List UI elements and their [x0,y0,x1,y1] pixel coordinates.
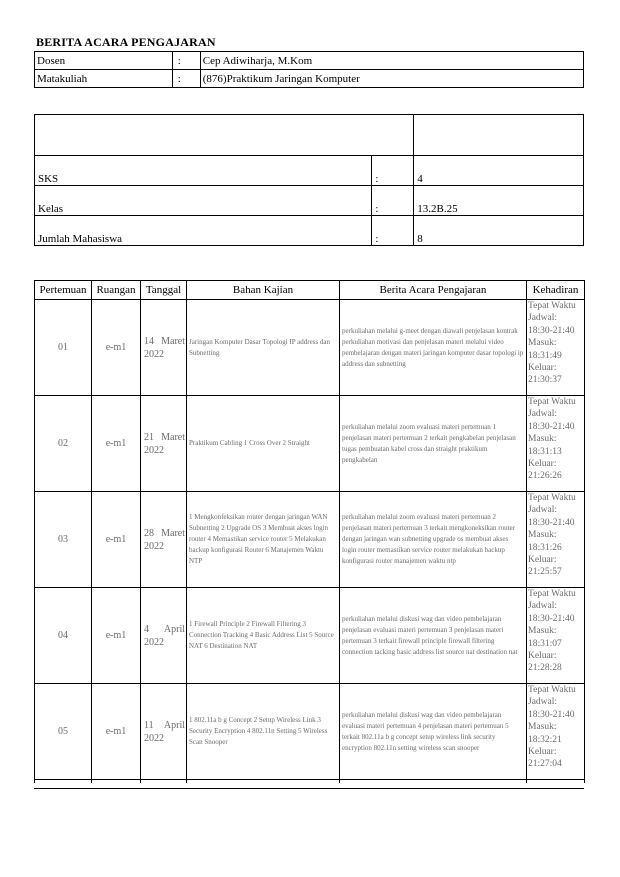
meeting-number: 03 [35,492,92,588]
attendance-line: Keluar: [528,651,557,662]
attendance-line: Tepat Waktu [528,493,576,503]
col-header-topic: Bahan Kajian [187,281,340,300]
date-cell [141,396,187,492]
meta-value: 8 [414,216,584,246]
teaching-log-table [34,280,585,783]
attendance-line: Tepat Waktu [528,301,576,311]
info-separator: : [172,52,200,70]
meta-empty-row [35,115,584,156]
report-cell: perkuliahan melalui diskusi wag dan video pembelajaran evaluasi materi pertemuan 4 penjelasan materi pertemuan 5 terkait 802.11a b g concept setup wireless link security encryption 802.11n setting wireless scan snooper [340,684,527,780]
meeting-number: 02 [35,396,92,492]
attendance-line: 18:31:07 [528,638,562,649]
document-title: BERITA ACARA PENGAJARAN [36,35,216,49]
topic-cell: Praktikum Cabling 1 Cross Over 2 Straight [187,396,340,492]
room-cell: e-m1 [92,684,141,780]
attendance-line: Masuk: [528,626,557,637]
date-day: 21 [144,431,154,443]
date-cell [141,588,187,684]
date-month: April [163,719,185,731]
attendance-line: 21:27:04 [528,759,562,770]
report-cell: perkuliahan melalui diskusi wag dan video pembelajaran penjelasan evaluasi materi pertemuan 3 penjelasan materi pertemuan 3 terkait firewall principle firewall filtering connection tacking basic address list source nat destination nat [340,588,527,684]
attendance-line: Masuk: [528,434,557,445]
topic-cell: 1 Firewall Principle 2 Firewall Filtering 3 Connection Tracking 4 Basic Address List 5 Source NAT 6 Destination NAT [187,588,340,684]
date-day: 4 [144,623,149,635]
col-header-meeting: Pertemuan [35,281,92,300]
report-cell: perkuliahan melalui g-meet dengan diawali penjelasan kontrak perkuliahan motivasi dan penjelasan materi melalui video pembelajaran dengan materi jaringan komputer dasar topologi ip address dan subnetting [340,300,527,396]
attendance-line: Masuk: [528,722,557,733]
info-row-course [35,70,584,88]
meeting-number: 04 [35,588,92,684]
meta-label: SKS [35,156,372,186]
date-cell [141,300,187,396]
attendance-line: 18:31:13 [528,446,562,457]
date-year: 2022 [144,636,164,648]
date-day: 28 [144,527,154,539]
date-year: 2022 [144,540,164,552]
info-value: (876)Praktikum Jaringan Komputer [200,70,583,88]
attendance-line: 18:31:26 [528,542,562,553]
topic-cell: 1 Mengkonfeksikan router dengan jaringan WAN Subnetting 2 Upgrade OS 3 Membuat akses login router 4 Memastikan service router 5 Melakukan backup konfigurasi Router 6 Manajemen Waktu NTP [187,492,340,588]
meta-empty-cell [35,115,414,156]
attendance-line: Jadwal: [528,313,558,324]
room-cell: e-m1 [92,396,141,492]
attendance-cell [527,396,585,492]
meta-row-students [35,216,584,246]
info-label: Dosen [35,52,173,70]
meta-separator: : [372,216,414,246]
date-year: 2022 [144,348,164,360]
date-month: Maret [161,335,185,347]
meeting-number: 01 [35,300,92,396]
meta-value: 13.2B.25 [414,186,584,216]
meta-label: Jumlah Mahasiswa [35,216,372,246]
col-header-room: Ruangan [92,281,141,300]
meta-separator: : [372,156,414,186]
attendance-line: Masuk: [528,530,557,541]
attendance-cell [527,684,585,780]
table-row [35,396,585,492]
attendance-line: Jadwal: [528,409,558,420]
attendance-line: 18:31:49 [528,350,562,361]
class-meta-table [34,114,584,246]
attendance-line: 18:30-21:40 [528,709,575,720]
attendance-line: 21:25:57 [528,567,562,578]
table-row [35,684,585,780]
course-info-table [34,51,584,88]
report-cell: perkuliahan melalui zoom evaluasi materi pertemuan 2 penjelasan materi pertemuan 3 terkait mengkoneksikan router dengan jaringan wan subnetting upgrade os membuat akses login router memastikan service router melakukan backup konfigurasi router manajemen waktu ntp [340,492,527,588]
meta-row-kelas [35,186,584,216]
attendance-line: 21:30:37 [528,375,562,386]
date-cell [141,684,187,780]
room-cell: e-m1 [92,588,141,684]
info-separator: : [172,70,200,88]
attendance-line: 18:30-21:40 [528,421,575,432]
date-day: 11 [144,719,154,731]
attendance-line: Jadwal: [528,697,558,708]
table-row [35,492,585,588]
table-row [35,300,585,396]
meeting-number: 05 [35,684,92,780]
date-year: 2022 [144,444,164,456]
table-header-row [35,281,585,300]
attendance-line: Jadwal: [528,601,558,612]
attendance-line: Tepat Waktu [528,685,576,695]
attendance-line: Keluar: [528,747,557,758]
meta-value: 4 [414,156,584,186]
report-cell: perkuliahan melalui zoom evaluasi materi pertemuan 1 penjelasan materi pertemuan 2 terkait pengkabelan penjelasan tugas pembuatan kabel cross dan straight praktikum pengkabelan [340,396,527,492]
attendance-line: Tepat Waktu [528,589,576,599]
attendance-line: Masuk: [528,338,557,349]
attendance-line: 18:32:21 [528,734,562,745]
topic-cell: 1 802.11a b g Concept 2 Setup Wireless Link 3 Security Encryption 4 802.11n Setting 5 Wireless Scan Snooper [187,684,340,780]
attendance-cell [527,300,585,396]
meta-row-sks [35,156,584,186]
col-header-attendance: Kehadiran [527,281,585,300]
attendance-line: 21:28:28 [528,663,562,674]
col-header-report: Berita Acara Pengajaran [340,281,527,300]
date-year: 2022 [144,732,164,744]
attendance-line: Jadwal: [528,505,558,516]
meta-empty-cell [414,115,584,156]
attendance-cell [527,492,585,588]
attendance-line: Keluar: [528,555,557,566]
page-bottom-rule [34,788,584,789]
info-row-lecturer [35,52,584,70]
room-cell: e-m1 [92,300,141,396]
date-cell [141,492,187,588]
info-label: Matakuliah [35,70,173,88]
meta-separator: : [372,186,414,216]
col-header-date: Tanggal [141,281,187,300]
attendance-line: 18:30-21:40 [528,517,575,528]
table-row-partial [35,780,585,784]
attendance-line: Keluar: [528,459,557,470]
table-row [35,588,585,684]
date-day: 14 [144,335,154,347]
date-month: April [163,623,185,635]
date-month: Maret [161,527,185,539]
info-value: Cep Adiwiharja, M.Kom [200,52,583,70]
date-month: Maret [161,431,185,443]
attendance-cell [527,588,585,684]
attendance-line: Tepat Waktu [528,397,576,407]
topic-cell: Jaringan Komputer Dasar Topologi IP address dan Subnetting [187,300,340,396]
attendance-line: 21:26:26 [528,471,562,482]
attendance-line: 18:30-21:40 [528,325,575,336]
attendance-line: Keluar: [528,363,557,374]
room-cell: e-m1 [92,492,141,588]
meta-label: Kelas [35,186,372,216]
attendance-line: 18:30-21:40 [528,613,575,624]
